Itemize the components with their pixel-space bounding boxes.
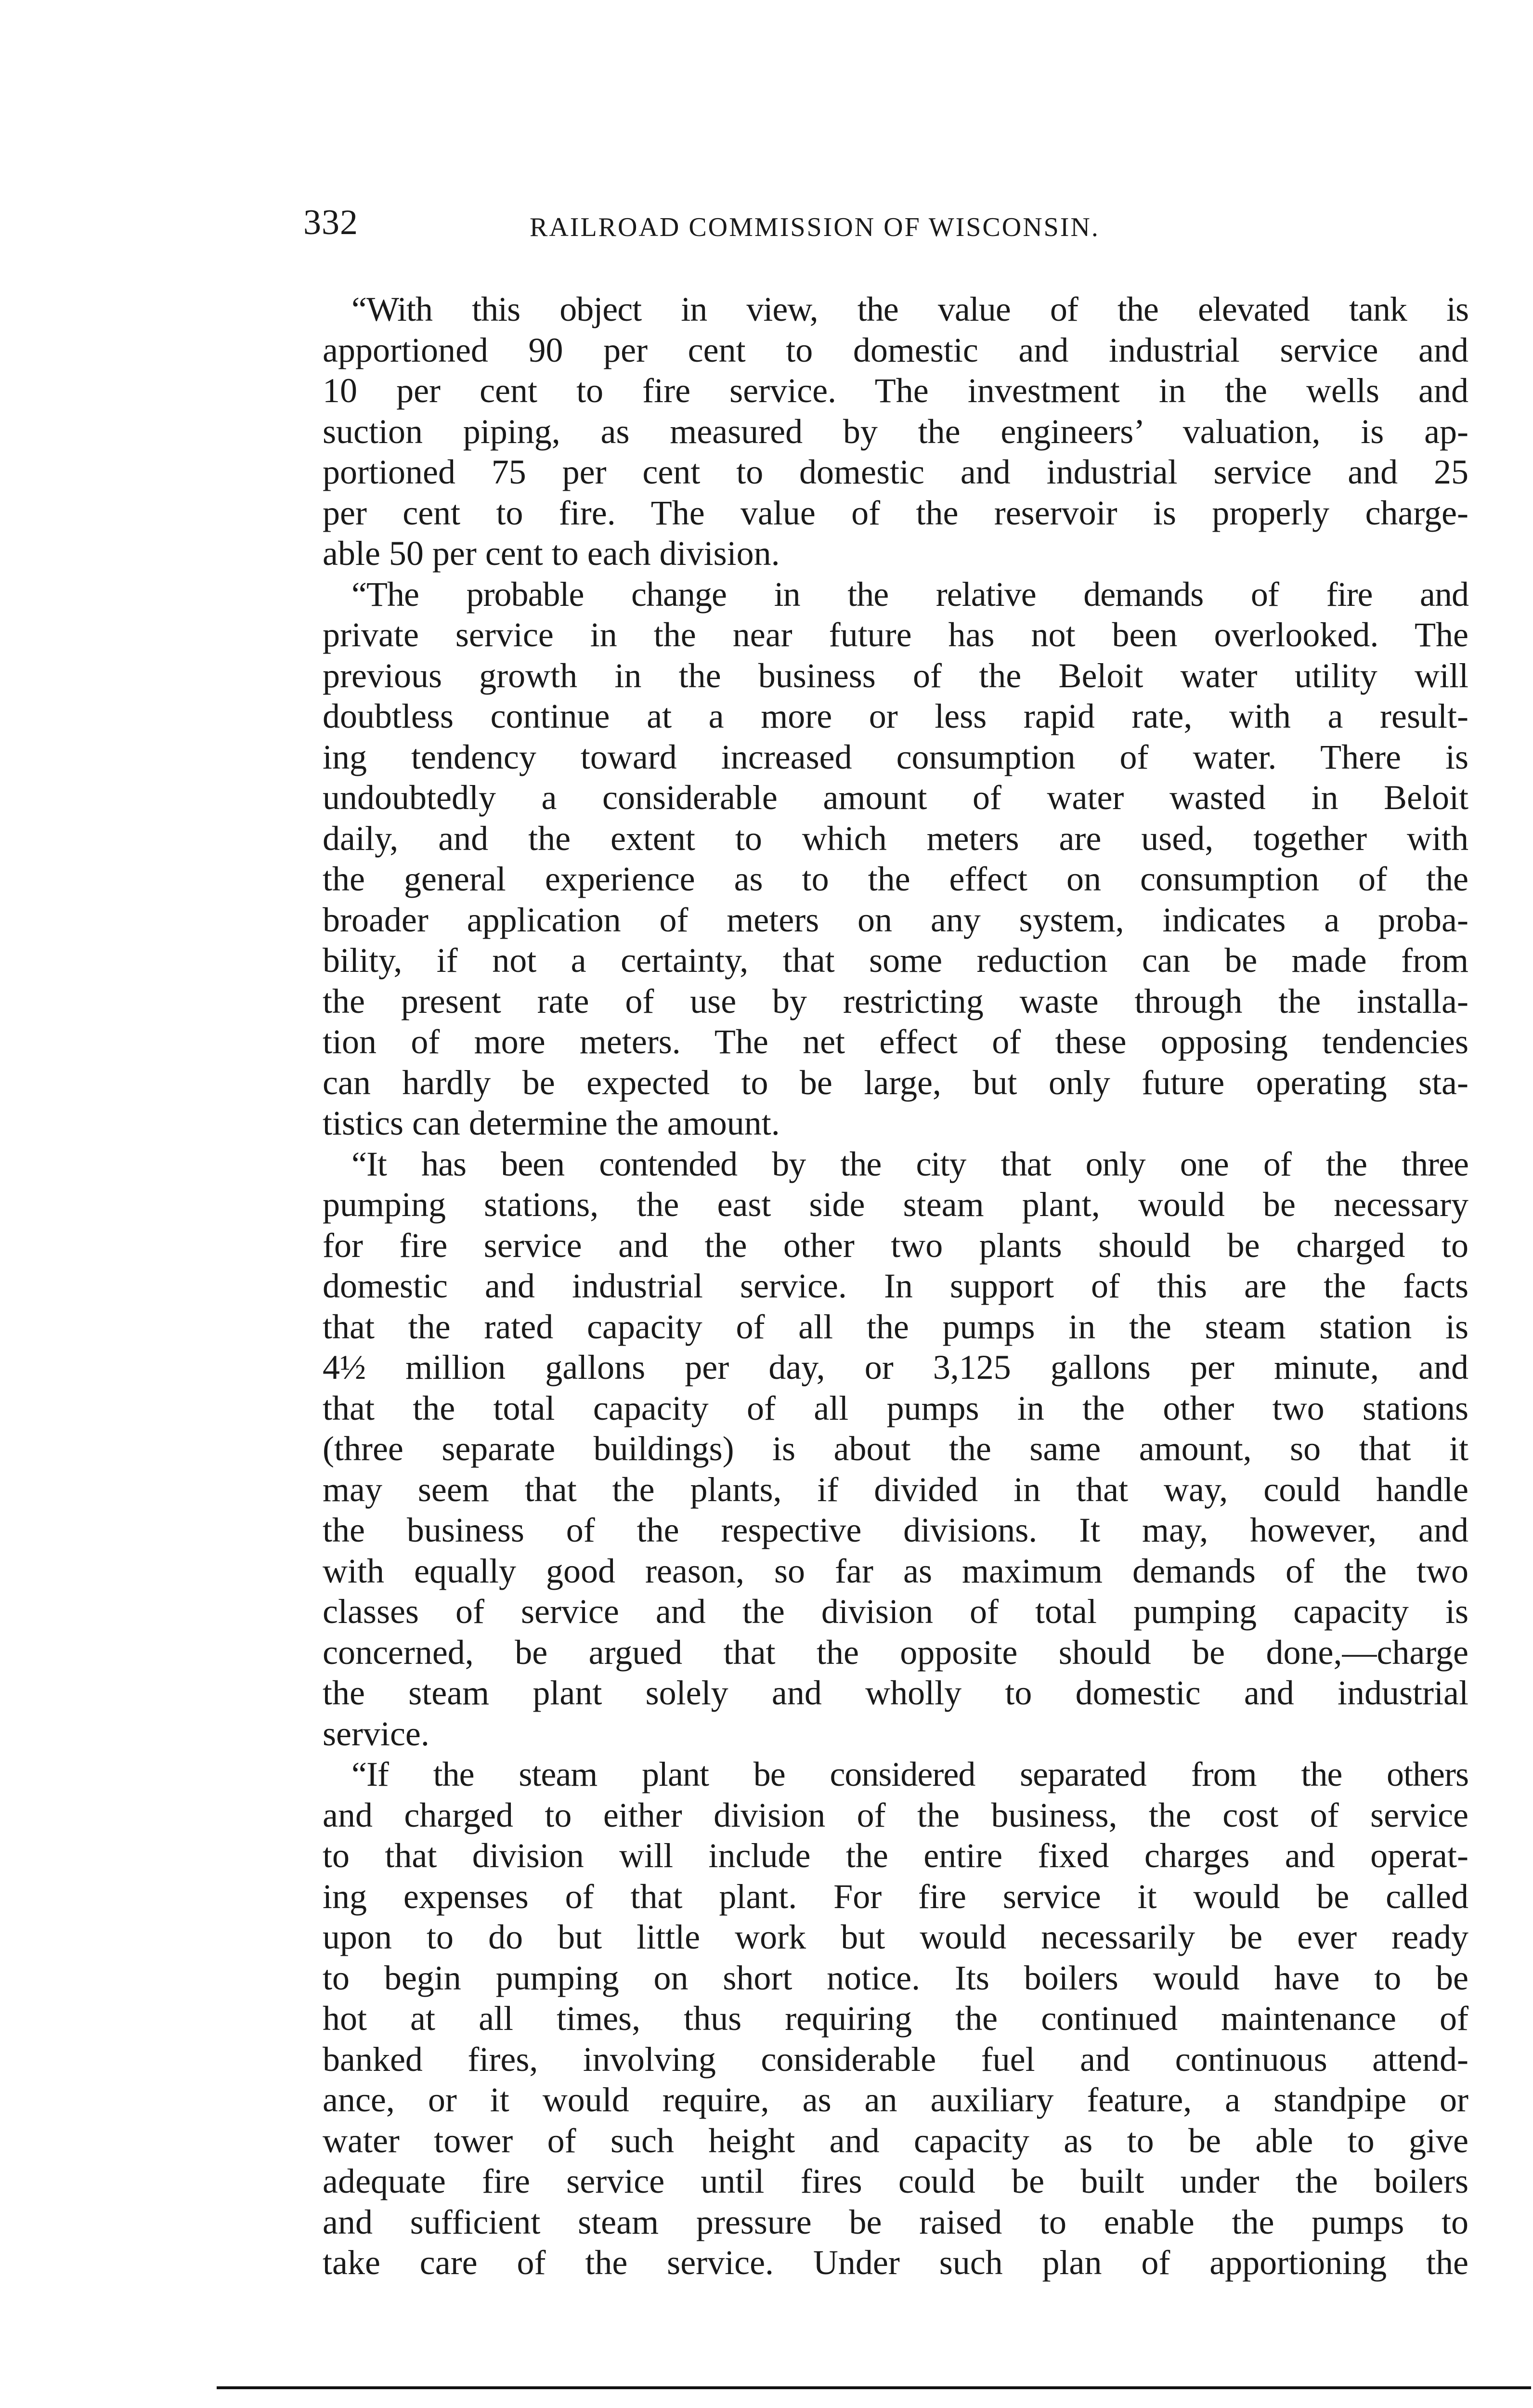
text-line: banked fires, involving considerable fuel and continuous attend- xyxy=(323,2040,1468,2079)
text-line: may seem that the plants, if divided in that way, could handle xyxy=(323,1470,1468,1509)
text-line: and sufficient steam pressure be raised to enable the pumps to xyxy=(323,2202,1468,2241)
text-line: the steam plant solely and wholly to domestic and industrial xyxy=(323,1674,1468,1712)
text-line: and charged to either division of the business, the cost of service xyxy=(323,1795,1468,1834)
text-line: daily, and the extent to which meters are used, together with xyxy=(323,819,1468,858)
text-line: “With this object in view, the value of the elevated tank is xyxy=(351,290,1468,328)
text-line: apportioned 90 per cent to domestic and industrial service and xyxy=(323,330,1468,369)
text-line: 4½ million gallons per day, or 3,125 gallons per minute, and xyxy=(323,1348,1468,1387)
text-line: ing tendency toward increased consumption of water. There is xyxy=(323,737,1468,776)
text-line: to that division will include the entire fixed charges and operat- xyxy=(323,1836,1468,1875)
text-line: previous growth in the business of the Beloit water utility will xyxy=(323,656,1468,695)
text-line: ing expenses of that plant. For fire service it would be called xyxy=(323,1877,1468,1916)
text-line: water tower of such height and capacity as to be able to give xyxy=(323,2121,1468,2160)
text-line: that the total capacity of all pumps in the other two stations xyxy=(323,1388,1468,1427)
text-line: able 50 per cent to each division. xyxy=(323,534,780,573)
text-line: classes of service and the division of total pumping capacity is xyxy=(323,1592,1468,1631)
text-line: portioned 75 per cent to domestic and industrial service and 25 xyxy=(323,453,1468,491)
text-line: to begin pumping on short notice. Its boilers would have to be xyxy=(323,1958,1468,1997)
body-text xyxy=(294,289,1468,2283)
text-line: the business of the respective divisions. It may, however, and xyxy=(323,1511,1468,1549)
page-number: 332 xyxy=(303,203,358,242)
page-bottom-rule xyxy=(217,2386,1531,2389)
text-line: the present rate of use by restricting waste through the installa- xyxy=(323,982,1468,1021)
paragraph-steam-plant xyxy=(294,1754,1468,2283)
text-line: (three separate buildings) is about the same amount, so that it xyxy=(323,1429,1468,1468)
text-line: ance, or it would require, as an auxiliary feature, a standpipe or xyxy=(323,2081,1468,2119)
running-head: RAILROAD COMMISSION OF WISCONSIN. xyxy=(530,212,1100,242)
text-line: pumping stations, the east side steam plant, would be necessary xyxy=(323,1185,1468,1224)
text-line: broader application of meters on any system, indicates a proba- xyxy=(323,900,1468,939)
text-line: suction piping, as measured by the engineers’ valuation, is ap- xyxy=(323,412,1468,451)
text-line: tion of more meters. The net effect of these opposing tendencies xyxy=(323,1022,1468,1061)
text-line: adequate fire service until fires could be built under the boilers xyxy=(323,2162,1468,2200)
text-line: “The probable change in the relative demands of fire and xyxy=(351,575,1468,614)
text-line: for fire service and the other two plants should be charged to xyxy=(323,1226,1468,1265)
text-line: bility, if not a certainty, that some reduction can be made from xyxy=(323,941,1468,980)
text-line: “If the steam plant be considered separated from the others xyxy=(351,1755,1468,1793)
text-line: can hardly be expected to be large, but only future operating sta- xyxy=(323,1063,1468,1102)
text-line: hot at all times, thus requiring the continued maintenance of xyxy=(323,1999,1468,2038)
page-header xyxy=(303,202,1459,255)
text-line: with equally good reason, so far as maximum demands of the two xyxy=(323,1551,1468,1590)
text-line: 10 per cent to fire service. The investment in the wells and xyxy=(323,371,1468,410)
paragraph-pumping-stations xyxy=(294,1144,1468,1754)
text-line: undoubtedly a considerable amount of water wasted in Beloit xyxy=(323,778,1468,817)
paragraph-tank-apportionment xyxy=(294,289,1468,574)
text-line: “It has been contended by the city that only one of the three xyxy=(351,1144,1468,1183)
text-line: concerned, be argued that the opposite should be done,—charge xyxy=(323,1633,1468,1672)
text-line: doubtless continue at a more or less rapid rate, with a result- xyxy=(323,697,1468,735)
text-line: upon to do but little work but would necessarily be ever ready xyxy=(323,1918,1468,1956)
text-line: domestic and industrial service. In support of this are the facts xyxy=(323,1267,1468,1305)
paragraph-demand-change xyxy=(294,574,1468,1144)
text-line: the general experience as to the effect on consumption of the xyxy=(323,860,1468,898)
text-line: tistics can determine the amount. xyxy=(323,1104,780,1142)
text-line: per cent to fire. The value of the reservoir is properly charge- xyxy=(323,493,1468,532)
text-line: private service in the near future has not been overlooked. The xyxy=(323,615,1468,654)
text-line: service. xyxy=(323,1714,429,1753)
text-line: that the rated capacity of all the pumps in the steam station is xyxy=(323,1307,1468,1346)
text-line: take care of the service. Under such plan of apportioning the xyxy=(323,2243,1468,2282)
